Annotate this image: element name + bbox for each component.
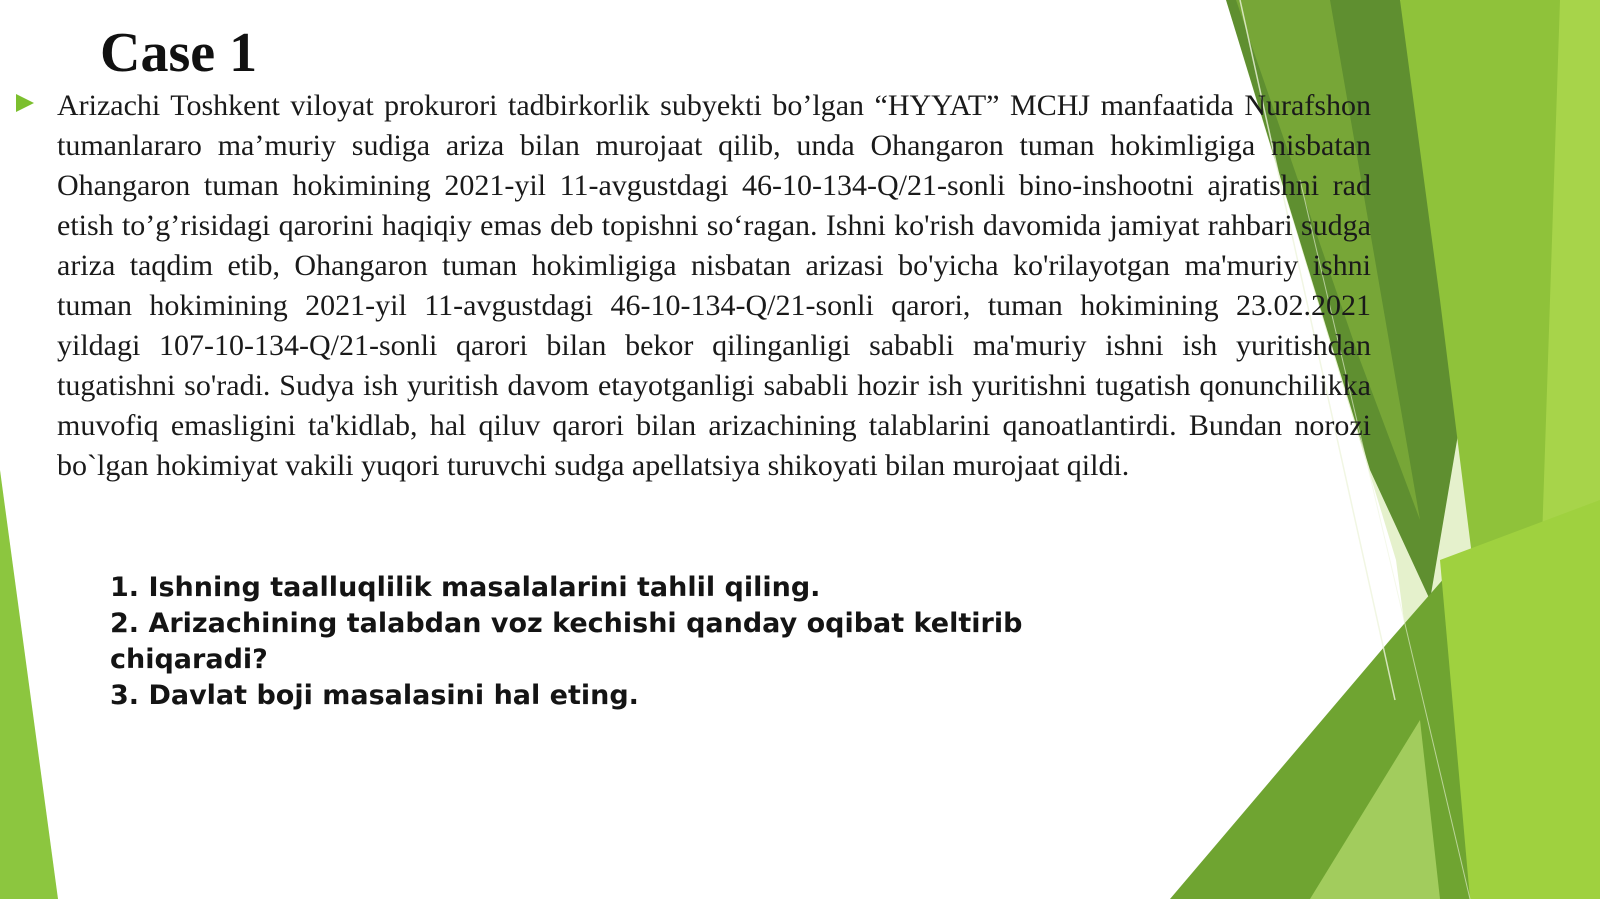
case-paragraph: Arizachi Toshkent viloyat prokurori tadbirkorlik subyekti bo’lgan “HYYAT” MCHJ manfaatida Nurafshon tumanlararo ma’muriy sudiga ariza bilan murojaat qilib, unda Ohangaron tuman hokimligiga nisbatan Ohangaron tuman hokimining 2021-yil 11-avgustdagi 46-10-134-Q/21-sonli bino-inshootni ajratishni rad etish to’g’risidagi qarorini haqiqiy emas deb topishni so‘ragan. Ishni ko'rish davomida jamiyat rahbari sudga ariza taqdim etib, Ohangaron tuman hokimligiga nisbatan arizasi bo'yicha ko'rilayotgan ma'muriy ishni tuman hokimining 2021-yil 11-avgustdagi 46-10-134-Q/21-sonli qarori, tuman hokimining 23.02.2021 yildagi 107-10-134-Q/21-sonli qarori bilan bekor qilinganligi sababli ma'muriy ishni ish yuritishdan tugatishni so'radi. Sudya ish yuritish davom etayotganligi sababli hozir ish yuritishni tugatish qonunchilikka muvofiq emasligini ta'kidlab, hal qiluv qarori bilan arizachining talablarini qanoatlantirdi. Bundan norozi bo`lgan hokimiyat vakili yuqori turuvchi sudga apellatsiya shikoyati bilan murojaat qildi.	[57, 89, 1371, 482]
question-item: 1. Ishning taalluqlilik masalalarini tahlil qiling.	[110, 572, 821, 603]
question-item: 2. Arizachining talabdan voz kechishi qanday oqibat keltirib chiqaradi?	[110, 608, 1023, 675]
question-list	[110, 570, 1030, 714]
question-item: 3. Davlat boji masalasini hal eting.	[110, 680, 639, 711]
slide-title: Case 1	[100, 22, 258, 84]
triangle-bullet-icon	[14, 92, 36, 114]
left-green-shape	[0, 470, 58, 899]
